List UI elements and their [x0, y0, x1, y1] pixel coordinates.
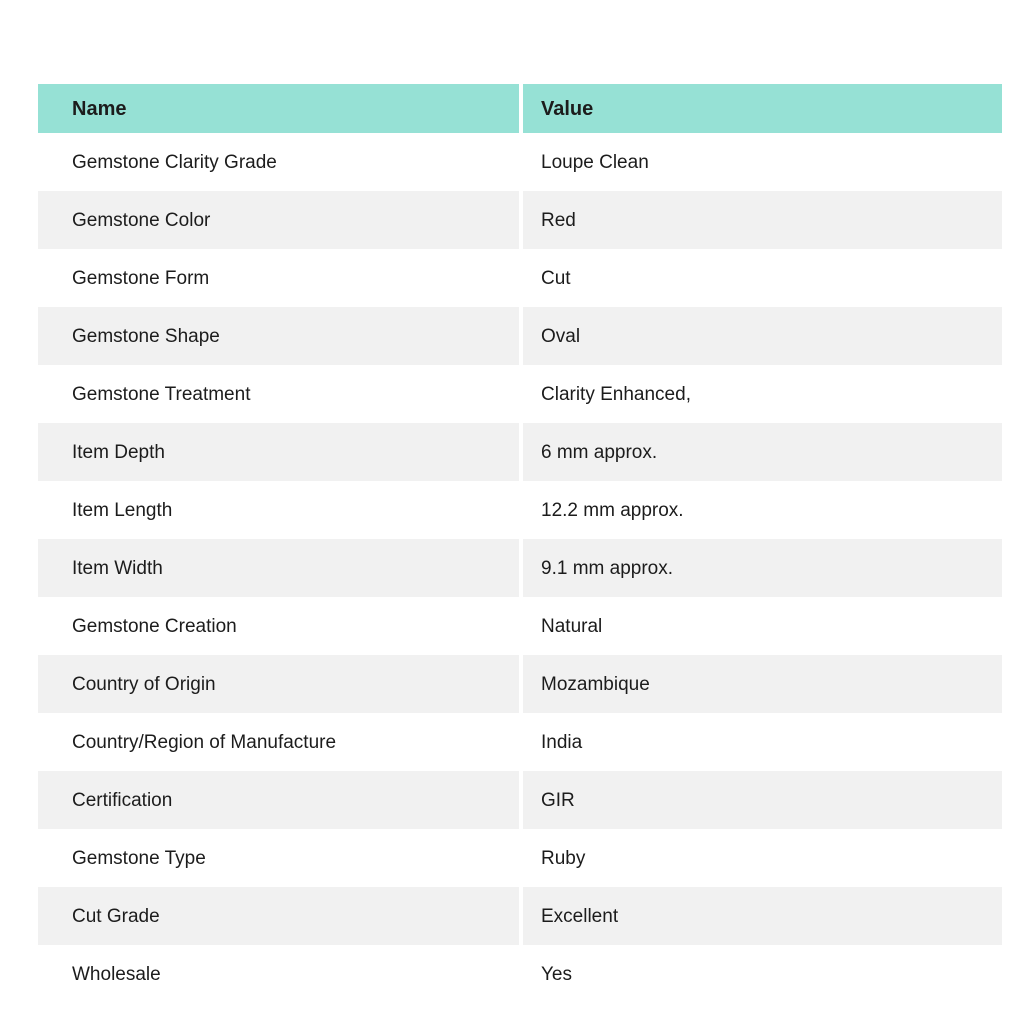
- table-row: [38, 191, 1002, 249]
- table-row: [38, 307, 1002, 365]
- attribute-name-cell: Country/Region of Manufacture: [72, 731, 337, 753]
- attribute-name-cell: Certification: [38, 771, 519, 829]
- attribute-value-cell: Clarity Enhanced,: [541, 383, 691, 405]
- table-row: [38, 539, 1002, 597]
- attribute-value-cell: 12.2 mm approx.: [541, 499, 684, 521]
- attribute-name-cell: Gemstone Creation: [72, 615, 237, 637]
- name-column-header: Name: [38, 84, 519, 133]
- table-row: [38, 133, 1002, 191]
- item-specifics-table: [38, 84, 1002, 1003]
- attribute-name-cell: Item Width: [38, 539, 519, 597]
- attribute-value-cell: India: [541, 731, 583, 753]
- table-row: [38, 713, 1002, 771]
- attribute-name-cell: Item Depth: [38, 423, 519, 481]
- attribute-value-cell: 6 mm approx.: [523, 423, 1002, 481]
- attribute-value-cell: Loupe Clean: [541, 151, 649, 173]
- table-row: [38, 481, 1002, 539]
- attribute-value-cell: Natural: [541, 615, 603, 637]
- attribute-name-cell: Wholesale: [72, 963, 161, 985]
- table-row: [38, 365, 1002, 423]
- attribute-name-cell: Gemstone Color: [38, 191, 519, 249]
- attribute-name-cell: Cut Grade: [38, 887, 519, 945]
- attribute-value-cell: Mozambique: [523, 655, 1002, 713]
- attribute-value-cell: Oval: [523, 307, 1002, 365]
- attribute-name-cell: Item Length: [72, 499, 173, 521]
- attribute-value-cell: Red: [523, 191, 1002, 249]
- table-row: [38, 829, 1002, 887]
- table-row: [38, 887, 1002, 945]
- attribute-value-cell: 9.1 mm approx.: [523, 539, 1002, 597]
- table-row: [38, 945, 1002, 1003]
- table-row: [38, 655, 1002, 713]
- attribute-value-cell: Yes: [541, 963, 572, 985]
- table-row: [38, 597, 1002, 655]
- attribute-name-cell: Gemstone Clarity Grade: [72, 151, 277, 173]
- table-row: [38, 249, 1002, 307]
- attribute-name-cell: Gemstone Type: [72, 847, 206, 869]
- attribute-value-cell: Ruby: [541, 847, 586, 869]
- table-header-row: [38, 84, 1002, 133]
- attribute-value-cell: Excellent: [523, 887, 1002, 945]
- attribute-name-cell: Gemstone Form: [72, 267, 210, 289]
- table-row: [38, 423, 1002, 481]
- table-body: [38, 133, 1002, 1003]
- attribute-name-cell: Gemstone Treatment: [72, 383, 251, 405]
- attribute-value-cell: Cut: [541, 267, 571, 289]
- table-row: [38, 771, 1002, 829]
- attribute-name-cell: Gemstone Shape: [38, 307, 519, 365]
- value-column-header: Value: [523, 84, 1002, 133]
- attribute-value-cell: GIR: [523, 771, 1002, 829]
- attribute-name-cell: Country of Origin: [38, 655, 519, 713]
